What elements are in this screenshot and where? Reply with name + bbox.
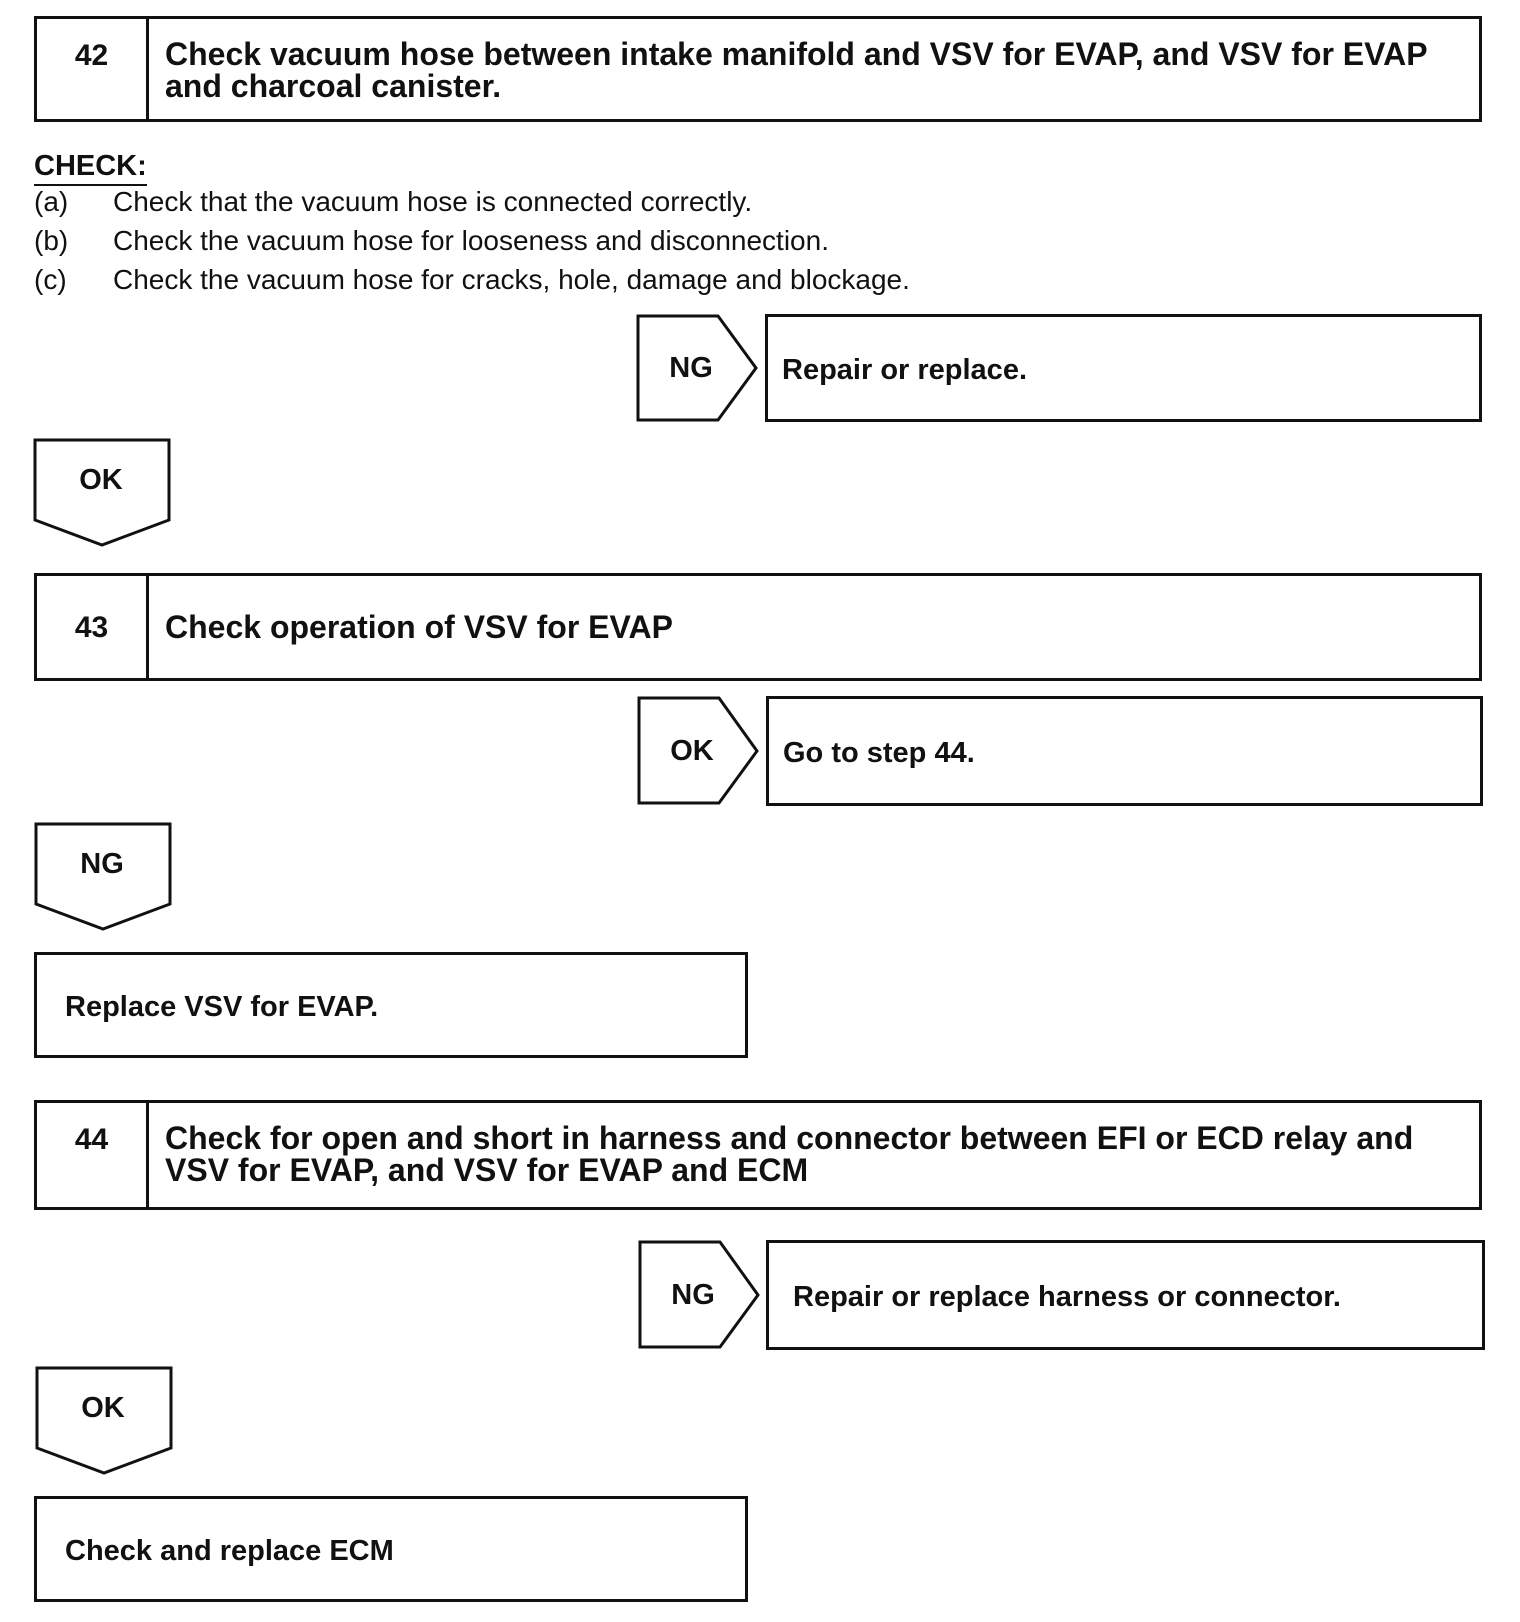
step-number: 42 xyxy=(37,19,149,119)
check-item-text: Check the vacuum hose for cracks, hole, damage and blockage. xyxy=(113,264,910,295)
down-arrow-label: NG xyxy=(80,848,124,880)
check-item xyxy=(34,225,829,257)
ng-down-arrow xyxy=(34,822,174,932)
step-title: Check vacuum hose between intake manifold and VSV for EVAP, and VSV for EVAP and charcoal canister. xyxy=(165,36,1427,104)
ng-branch-arrow xyxy=(636,314,760,422)
action-box xyxy=(34,1496,748,1602)
step-number: 43 xyxy=(37,576,149,678)
step-43-box xyxy=(34,573,1482,681)
result-box xyxy=(765,314,1482,422)
step-42-box xyxy=(34,16,1482,122)
result-text: Repair or replace. xyxy=(782,354,1027,386)
check-item xyxy=(34,264,910,296)
branch-label: NG xyxy=(669,352,713,384)
ng-branch-arrow xyxy=(638,1240,762,1350)
check-item-text: Check the vacuum hose for looseness and disconnection. xyxy=(113,225,829,256)
check-item-text: Check that the vacuum hose is connected correctly. xyxy=(113,186,753,217)
result-text: Repair or replace harness or connector. xyxy=(793,1281,1341,1313)
check-item-letter: (c) xyxy=(34,264,67,295)
check-item-letter: (a) xyxy=(34,186,69,217)
step-44-box xyxy=(34,1100,1482,1210)
step-title: Check for open and short in harness and connector between EFI or ECD relay and VSV for EVAP, and VSV for EVAP and ECM xyxy=(165,1120,1414,1188)
ok-down-arrow xyxy=(35,1366,175,1476)
action-text: Replace VSV for EVAP. xyxy=(65,991,379,1023)
ok-down-arrow xyxy=(33,438,173,548)
branch-label: OK xyxy=(670,735,714,767)
down-arrow-label: OK xyxy=(81,1392,125,1424)
step-title: Check operation of VSV for EVAP xyxy=(165,609,673,645)
ok-branch-arrow xyxy=(637,696,761,806)
result-text: Go to step 44. xyxy=(783,737,975,769)
check-item xyxy=(34,186,752,218)
result-box xyxy=(766,1240,1485,1350)
action-box xyxy=(34,952,748,1058)
check-heading: CHECK: xyxy=(34,150,147,186)
action-text: Check and replace ECM xyxy=(65,1535,394,1567)
down-arrow-label: OK xyxy=(79,464,123,496)
branch-label: NG xyxy=(671,1279,715,1311)
result-box xyxy=(766,696,1483,806)
check-item-letter: (b) xyxy=(34,225,69,256)
step-number: 44 xyxy=(37,1103,149,1207)
